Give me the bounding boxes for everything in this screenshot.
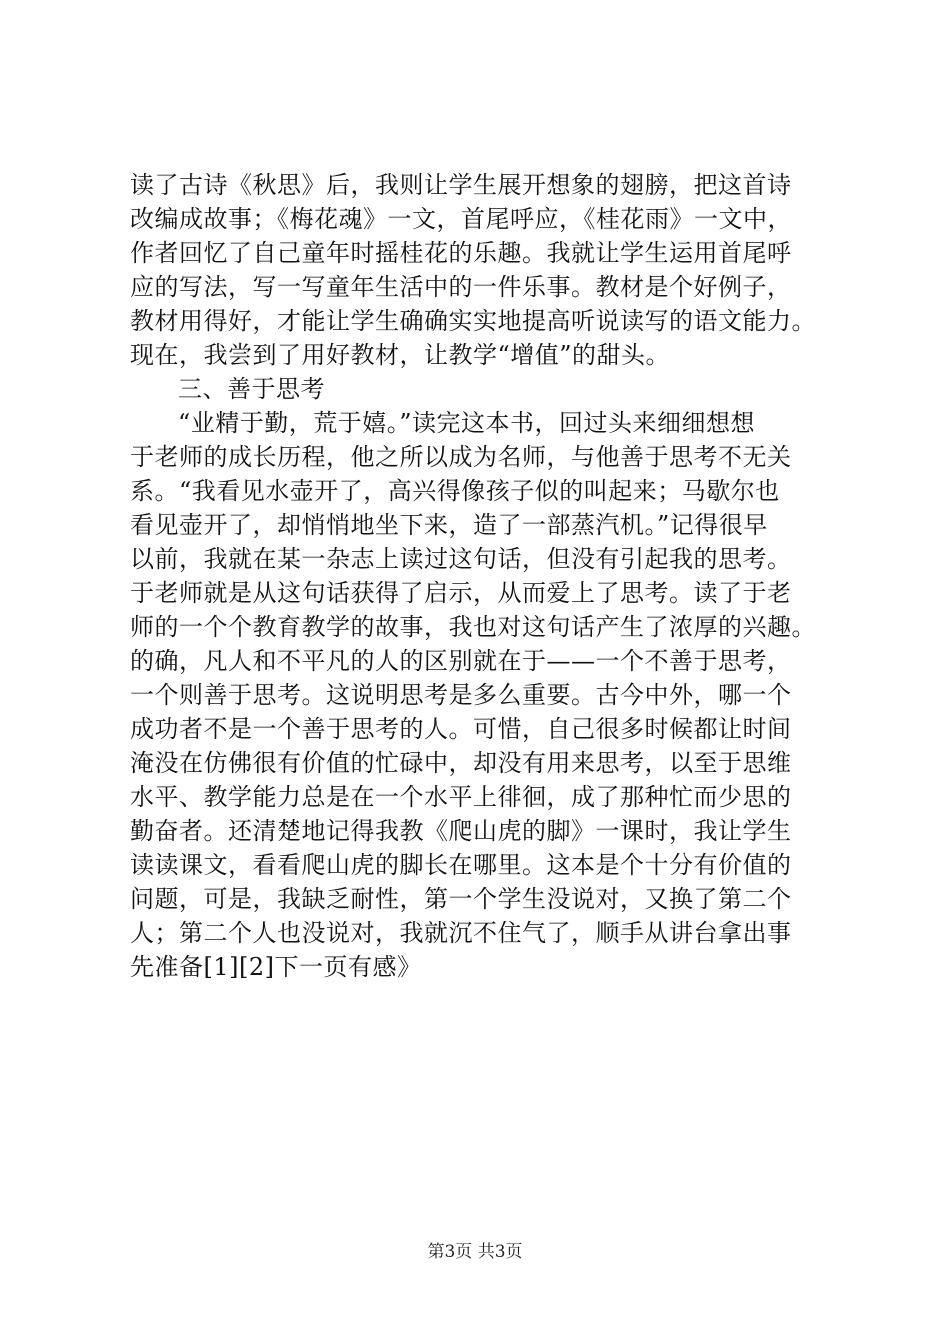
paragraph-line: 读了古诗《秋思》后，我则让学生展开想象的翅膀，把这首诗	[130, 171, 792, 199]
paragraph-line: 一个则善于思考。这说明思考是多么重要。古今中外，哪一个	[130, 681, 792, 709]
paragraph-line: 读读课文，看看爬山虎的脚长在哪里。这本是个十分有价值的	[130, 851, 792, 879]
paragraph-line: 应的写法，写一写童年生活中的一件乐事。教材是个好例子，	[130, 273, 792, 301]
paragraph-line: “业精于勤，荒于嬉。”读完这本书，回过头来细细想想	[178, 409, 756, 437]
paragraph-line: 水平、教学能力总是在一个水平上徘徊，成了那种忙而少思的	[130, 783, 792, 811]
paragraph-line: 现在，我尝到了用好教材，让教学“增值”的甜头。	[130, 341, 671, 369]
paragraph-line: 作者回忆了自己童年时摇桂花的乐趣。我就让学生运用首尾呼	[130, 239, 792, 267]
paragraph-line: 于老师就是从这句话获得了启示，从而爱上了思考。读了于老	[130, 579, 792, 607]
paragraph-line: 勤奋者。还清楚地记得我教《爬山虎的脚》一课时，我让学生	[130, 817, 792, 845]
paragraph-line: 淹没在仿佛很有价值的忙碌中，却没有用来思考，以至于思维	[130, 749, 792, 777]
section-heading: 三、善于思考	[178, 375, 325, 403]
paragraph-line: 改编成故事；《梅花魂》一文，首尾呼应，《桂花雨》一文中，	[130, 205, 792, 233]
paragraph-line: 成功者不是一个善于思考的人。可惜，自己很多时候都让时间	[130, 715, 792, 743]
paragraph-line: 先准备[1][2]下一页有感》	[130, 953, 422, 981]
paragraph-line: 人；第二个人也没说对，我就沉不住气了，顺手从讲台拿出事	[130, 919, 792, 947]
document-body	[130, 168, 850, 984]
paragraph-line: 问题，可是，我缺乏耐性，第一个学生没说对，又换了第二个	[130, 885, 792, 913]
paragraph-line: 教材用得好，才能让学生确确实实地提高听说读写的语文能力。	[130, 307, 816, 335]
paragraph-line: 于老师的成长历程，他之所以成为名师，与他善于思考不无关	[130, 443, 792, 471]
paragraph-line: 看见壶开了，却悄悄地坐下来，造了一部蒸汽机。”记得很早	[130, 511, 768, 539]
paragraph-line: 以前，我就在某一杂志上读过这句话，但没有引起我的思考。	[130, 545, 792, 573]
paragraph-line: 师的一个个教育教学的故事，我也对这句话产生了浓厚的兴趣。	[130, 613, 816, 641]
paragraph-line: 系。“我看见水壶开了，高兴得像孩子似的叫起来；马歇尔也	[130, 477, 780, 505]
paragraph-line: 的确，凡人和不平凡的人的区别就在于——一个不善于思考，	[130, 647, 792, 675]
page-number-footer: 第3页 共3页	[427, 1242, 523, 1262]
